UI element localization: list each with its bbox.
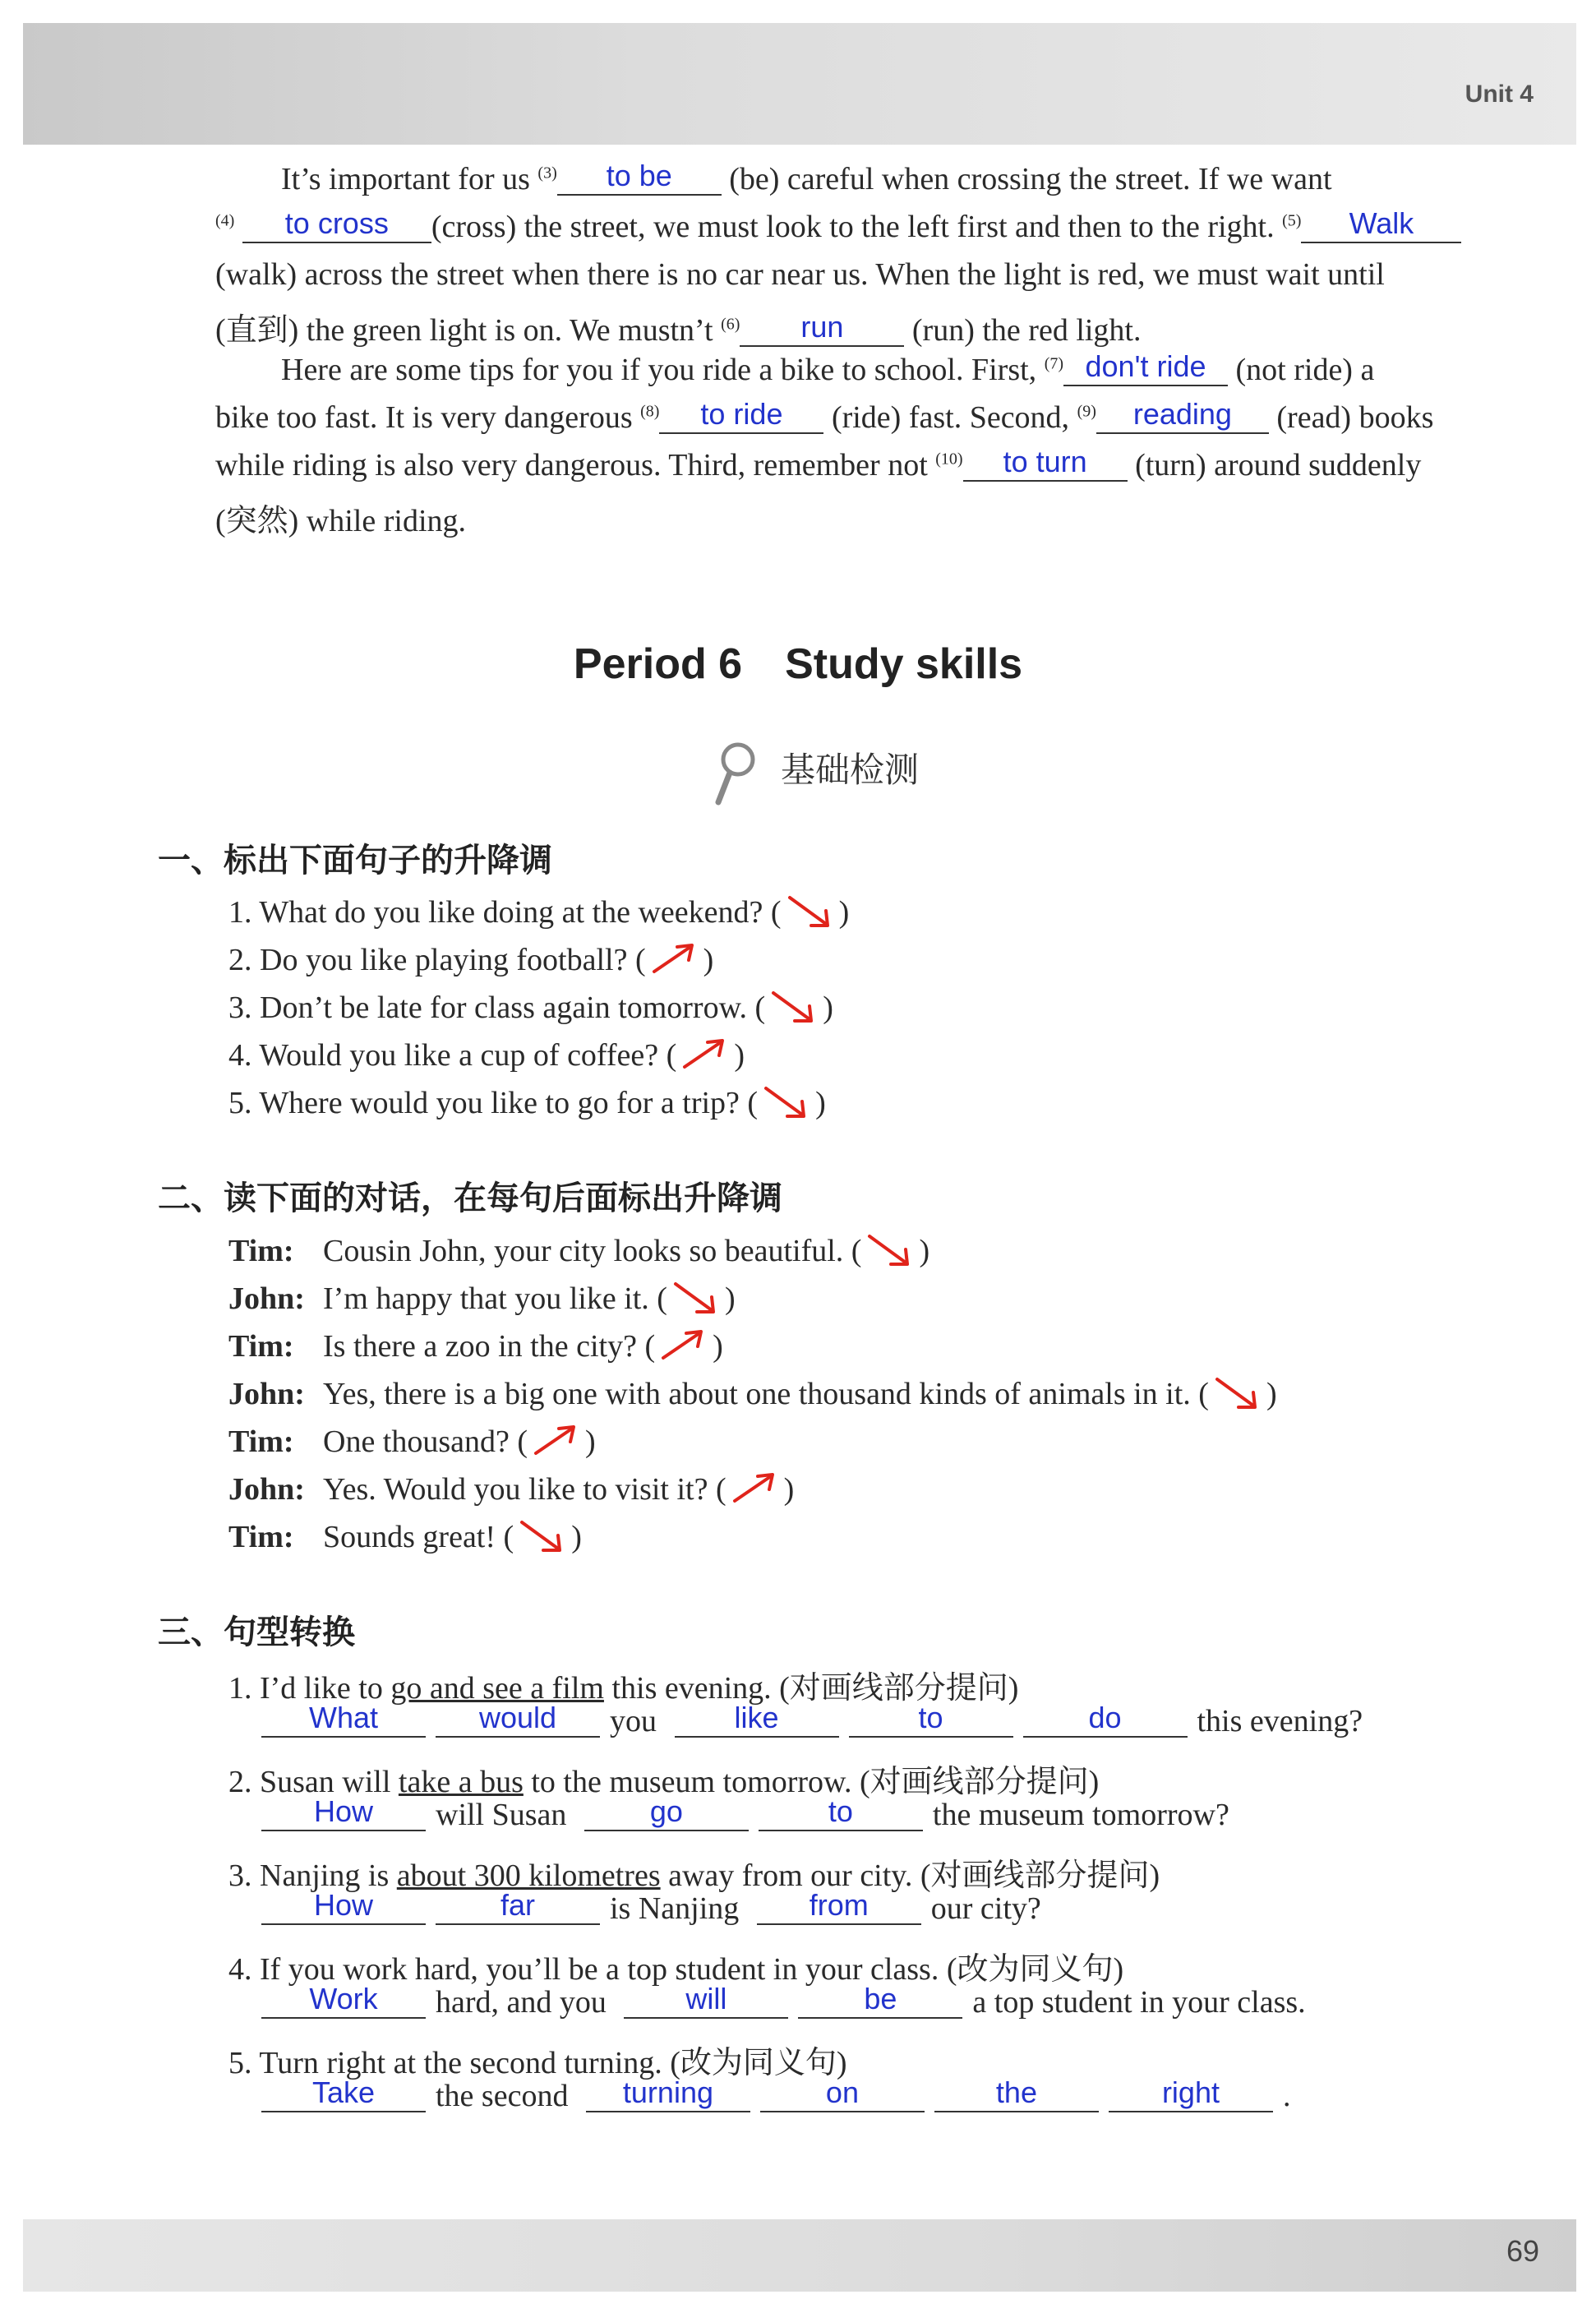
passage-line-6: bike too fast. It is very dangerous $^{(8)}$ to ride (ride) fast. Second, $^{(9)}$ reading (read) books [215,397,1434,435]
answer-5: Walk [1301,209,1461,243]
section2-heading: 二、读下面的对话，在每句后面标出升降调 [158,1180,782,1217]
speaker-label: John: [228,1472,305,1507]
rising-tone-arrow-icon [646,939,703,978]
q4-prompt: 4. If you work hard, you’ll be a top student in your class. (改为同义句) [228,1952,1124,1987]
q4-answer-row: Work hard, and you will be a top student in your class. [261,1984,1306,2020]
rising-tone-arrow-icon [727,1468,784,1507]
arrow-shaft [676,1284,712,1310]
passage-line-7: while riding is also very dangerous. Third, remember not $^{(10)}$ to turn (turn) around suddenly [215,445,1422,482]
arrow-shaft [869,1236,906,1263]
arrow-shaft [773,993,810,1019]
dialogue-line: Tim: One thousand? ( ) [228,1420,596,1460]
rising-tone-arrow-icon [655,1325,713,1364]
falling-tone-arrow-icon [861,1230,919,1269]
sub-title: 基础检测 [781,750,920,790]
speaker-label: Tim: [228,1520,294,1554]
falling-tone-arrow-icon [1209,1373,1266,1412]
tone-item: 5. Where would you like to go for a trip? ( ) [228,1082,826,1121]
answer-8: to ride [659,399,823,434]
answer-10: to turn [963,447,1128,482]
magnifier-icon [710,740,763,806]
q3-answer-row: How far is Nanjing from our city? [261,1891,1041,1927]
q5-answer-row: Take the second turning on the right . [261,2078,1290,2114]
passage-line-5: Here are some tips for you if you ride a bike to school. First, $^{(7)}$ don't ride (not ride) a [281,349,1375,387]
tone-item: 4. Would you like a cup of coffee? ( ) [228,1034,745,1073]
falling-tone-arrow-icon [758,1082,815,1121]
tone-item: 3. Don’t be late for class again tomorrow. ( ) [228,986,833,1026]
arrow-shaft [735,1476,771,1501]
arrow-shaft [522,1522,558,1549]
dialogue-line: Tim: Is there a zoo in the city? ( ) [228,1325,723,1364]
passage-line-4: (直到) the green light is on. We mustn’t $^{(6)}$ run (run) the red light. [215,310,1142,348]
q1-prompt: 1. I’d like to go and see a film this evening. (对画线部分提问) [228,1671,1019,1706]
dialogue-line: John: Yes. Would you like to visit it? ( ) [228,1468,794,1507]
answer-9: reading [1096,399,1269,434]
tone-item: 2. Do you like playing football? ( ) [228,939,713,978]
page-number: 69 [1506,2234,1539,2268]
dialogue-line: John: Yes, there is a big one with about one thousand kinds of animals in it. ( ) [228,1373,1277,1412]
dialogue-line: John: I’m happy that you like it. ( ) [228,1277,736,1317]
dialogue-line: Tim: Cousin John, your city looks so beautiful. ( ) [228,1230,929,1269]
rising-tone-arrow-icon [528,1420,585,1460]
falling-tone-arrow-icon [514,1516,571,1555]
answer-4: to cross [242,209,431,243]
dialogue-line: Tim: Sounds great! ( ) [228,1516,582,1555]
speaker-label: Tim: [228,1424,294,1459]
speaker-label: Tim: [228,1329,294,1364]
q5-prompt: 5. Turn right at the second turning. (改为同义句) [228,2046,847,2080]
falling-tone-arrow-icon [667,1277,725,1317]
arrow-shaft [685,1042,721,1067]
section1-heading: 一、标出下面句子的升降调 [158,842,552,879]
passage-line-8: (突然) while riding. [215,504,467,538]
passage-line-3: (walk) across the street when there is no car near us. When the light is red, we must wait until [215,257,1385,292]
q2-prompt: 2. Susan will take a bus to the museum tomorrow. (对画线部分提问) [228,1765,1100,1799]
speaker-label: Tim: [228,1234,294,1268]
tone-item: 1. What do you like doing at the weekend? ( ) [228,891,849,930]
arrow-shaft [790,898,826,924]
answer-3: to be [557,161,722,196]
unit-label: Unit 4 [1465,81,1534,108]
q3-prompt: 3. Nanjing is about 300 kilometres away from our city. (对画线部分提问) [228,1858,1160,1893]
section3-heading: 三、句型转换 [158,1614,355,1651]
answer-6: run [740,312,904,347]
arrow-shaft [766,1088,802,1115]
falling-tone-arrow-icon [782,891,839,930]
header-band [23,23,1576,145]
rising-tone-arrow-icon [676,1034,734,1073]
footer-band [23,2219,1576,2292]
speaker-label: John: [228,1377,305,1411]
arrow-shaft [663,1333,699,1358]
q2-answer-row: How will Susan go to the museum tomorrow? [261,1797,1229,1833]
arrow-shaft [654,947,690,972]
passage-line-2: $^{(4)}$ to cross (cross) the street, we must look to the left first and then to the right. $^{(5)}$ Walk [215,209,1461,245]
q1-answer-row: What would you like to do this evening? [261,1703,1363,1739]
speaker-label: John: [228,1281,305,1316]
answer-7: don't ride [1063,352,1228,386]
falling-tone-arrow-icon [765,986,823,1026]
arrow-shaft [536,1429,572,1453]
arrow-shaft [1217,1379,1253,1406]
passage-line-1: It’s important for us $^{(3)}$ to be (be) careful when crossing the street. If we want [281,159,1332,196]
period-title: Period 6 Study skills [573,640,1023,688]
